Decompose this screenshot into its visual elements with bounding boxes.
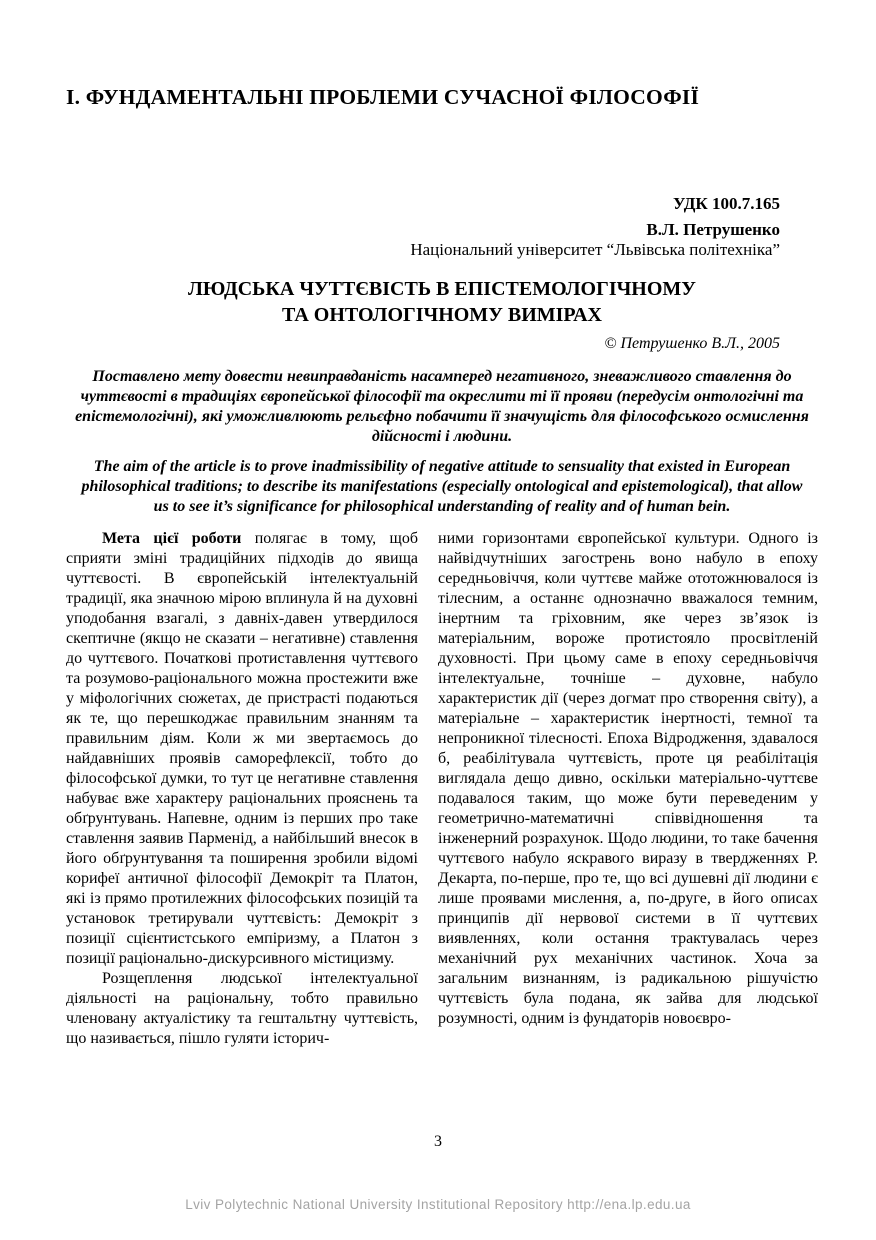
repository-footer: Lviv Polytechnic National University Institutional Repository http://ena.lp.edu.ua [185,1197,691,1212]
paragraph-1 [66,529,418,969]
paragraph-1-lead: Мета цієї роботи [102,530,242,547]
abstract-english: The aim of the article is to prove inadmissibility of negative attitude to sensuality that existed in European philosophical traditions; to describe its manifestations (especially ontological and epistemological), that allow us to see it’s significance for philosophical understanding of reality and of human bein. [81,458,803,515]
section-heading: І. ФУНДАМЕНТАЛЬНІ ПРОБЛЕМИ СУЧАСНОЇ ФІЛОСОФІЇ [66,85,700,109]
author-name: В.Л. Петрушенко [646,220,780,239]
paragraph-3: ними горизонтами європейської культури. Одного із найвідчутніших загострень воно набуло в епоху середньовіччя, коли чуттєве майже ототожнювалося із тілесним, а останнє однозначно вважалося темним, інертним та гріховним, яке через зв’язок із матеріальним, вороже протистояло просвітленій духовності. При цьому саме в епоху середньовіччя інтелектуальне, точніше – духовне, набуло характеристик дії (через догмат про створення світу), а матеріальне – характеристик інертності, темної та непроникної тілесності. Епоха Відродження, здавалося б, реабілітувала чуттєвість, проте ця реабілітація виглядала дещо дивно, оскільки матеріально-чуттєве подавалося таким, що може бути переведеним у геометрично-математичні співвідношення та інженерний розрахунок. Щодо людини, то таке бачення чуттєвого набуло яскравого виразу в твердженнях Р. Декарта, по-перше, про те, що всі душевні дії людини є лише проявами мислення, а, по-друге, в його описах принципів дії нервової системи в її чуттєвих виявленнях, коли остання трактувалась через механічний рух механічних частинок. Хоча за загальним визнанням, із радикальною рішучістю чуттєвість була подана, як зайва для людської розумності, одним із фундаторів новоєвро- [438,530,819,1027]
paragraph-2: Розщеплення людської інтелектуальної діяльності на раціональну, тобто правильно членовану актуалістику та гештальтну чуттєвість, що називається, пішло гуляти історич- [66,970,418,1047]
article-title-line2: ТА ОНТОЛОГІЧНОМУ ВИМІРАХ [282,304,602,326]
author-affiliation: Національний університет “Львівська політехніка” [410,240,780,259]
page-number: 3 [434,1133,442,1150]
article-title [66,276,818,328]
right-column [438,529,818,1049]
body-columns [66,529,818,1049]
paragraph-1-text: полягає в тому, щоб сприяти зміні традиційних підходів до явища чуттєвості. В європейській інтелектуальній традиції, яка значною мірою вплинула й на духовні уподобання взагалі, з давніх-давен утвердилося скептичне (якщо не сказати – негативне) ставлення до чуттєвого. Початкові протиставлення чуттєвого та розумово-раціонального можна простежити вже у міфологічних сюжетах, де пристрасті подаються як те, що перешкоджає правильним знанням та правильним діям. Коли ж ми звертаємось до найдавніших проявів саморефлексії, тобто до філософської думки, то тут це негативне ставлення набуває вже характеру раціональних прояснень та обґрунтувань. Напевне, одним із перших про таке ставлення заявив Парменід, а найбільший внесок в його обґрунтування та поширення зробили відомі корифеї античної філософії Демокріт та Платон, які із прямо протилежних філософських позицій та установок третирували чуттєвість: Демокріт з позиції сцієнтистського емпіризму, а Платон з позиції раціонально-дискурсивного містицизму. [66,530,419,967]
copyright-notice: © Петрушенко В.Л., 2005 [604,335,780,352]
article-title-line1: ЛЮДСЬКА ЧУТТЄВІСТЬ В ЕПІСТЕМОЛОГІЧНОМУ [188,278,696,300]
udc-code: УДК 100.7.165 [672,194,780,213]
article-meta-block [66,194,780,260]
left-column [66,529,418,1049]
abstract-ukrainian: Поставлено мету довести невиправданість насамперед негативного, зневажливого ставлення до чуттєвості в традиціях європейської філософії та окреслити ті її прояви (передусім онтологічні та епістемологічні), які уможливлюють рельєфно побачити її значущість для філософського осмислення дійсності і людини. [75,368,809,445]
